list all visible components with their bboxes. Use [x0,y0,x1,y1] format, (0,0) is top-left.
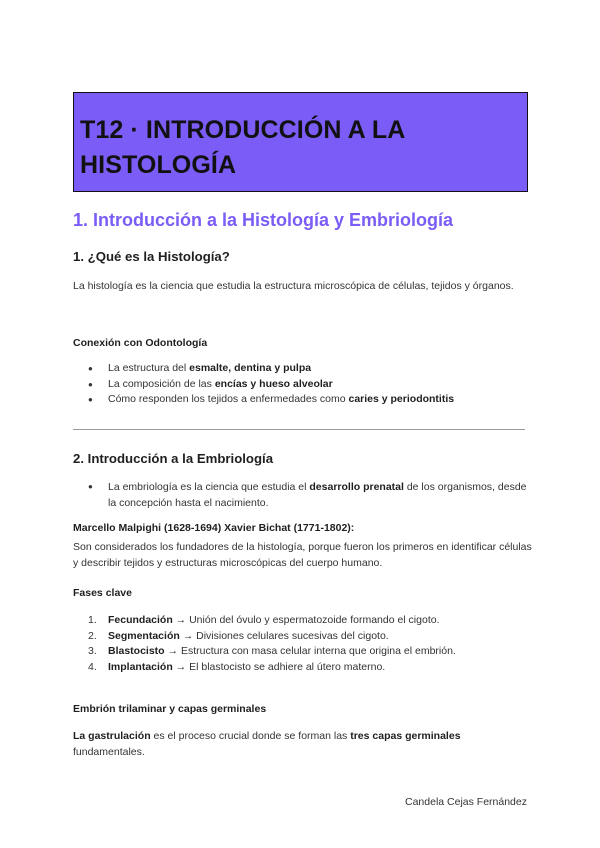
founders-text: Son considerados los fundadores de la histología, porque fueron los primeros en identificar células y describir tejidos y estructuras microscópicas del cuerpo humano. [73,541,532,569]
title-banner [73,92,528,192]
conexion-heading: Conexión con Odontología [73,337,208,349]
section-title: 1. Introducción a la Histología y Embriología [73,210,454,230]
list-item: ● La estructura del esmalte, dentina y pulpa [88,361,538,377]
list-item: 1. Fecundación → Unión del óvulo y espermatozoide formando el cigoto. [88,614,440,626]
embriologia-heading: 2. Introducción a la Embriología [73,451,274,466]
embriologia-bullet-list [88,479,528,511]
founders-heading: Marcello Malpighi (1628-1694) Xavier Bichat (1771-1802): [73,522,355,534]
histologia-definition: La histología es la ciencia que estudia la estructura microscópica de células, tejidos y órganos. [73,280,514,292]
document-title: T12 · INTRODUCCIÓN A LA HISTOLOGÍA [80,116,405,179]
conexion-list [88,361,538,408]
trilaminar-heading: Embrión trilaminar y capas germinales [73,703,267,715]
list-item: ● La embriología es la ciencia que estudia el desarrollo prenatal de los organismos, desde la concepción hasta el nacimiento. [88,479,528,511]
histologia-heading: 1. ¿Qué es la Histología? [73,249,230,264]
footer-author: Candela Cejas Fernández [405,796,527,808]
horizontal-divider [73,429,525,430]
list-item: ● Cómo responden los tejidos a enfermedades como caries y periodontitis [88,392,538,408]
gastrulacion-text: La gastrulación es el proceso crucial donde se forman las tres capas germinales fundamentales. [73,730,461,758]
list-item: ● La composición de las encías y hueso alveolar [88,377,538,393]
list-item: 4. Implantación → El blastocisto se adhiere al útero materno. [88,660,386,673]
fases-list [88,613,538,675]
fases-heading: Fases clave [73,587,132,599]
list-item: 3. Blastocisto → Estructura con masa celular interna que origina el embrión. [88,645,456,657]
list-item: 2. Segmentación → Divisiones celulares sucesivas del cigoto. [88,629,389,642]
